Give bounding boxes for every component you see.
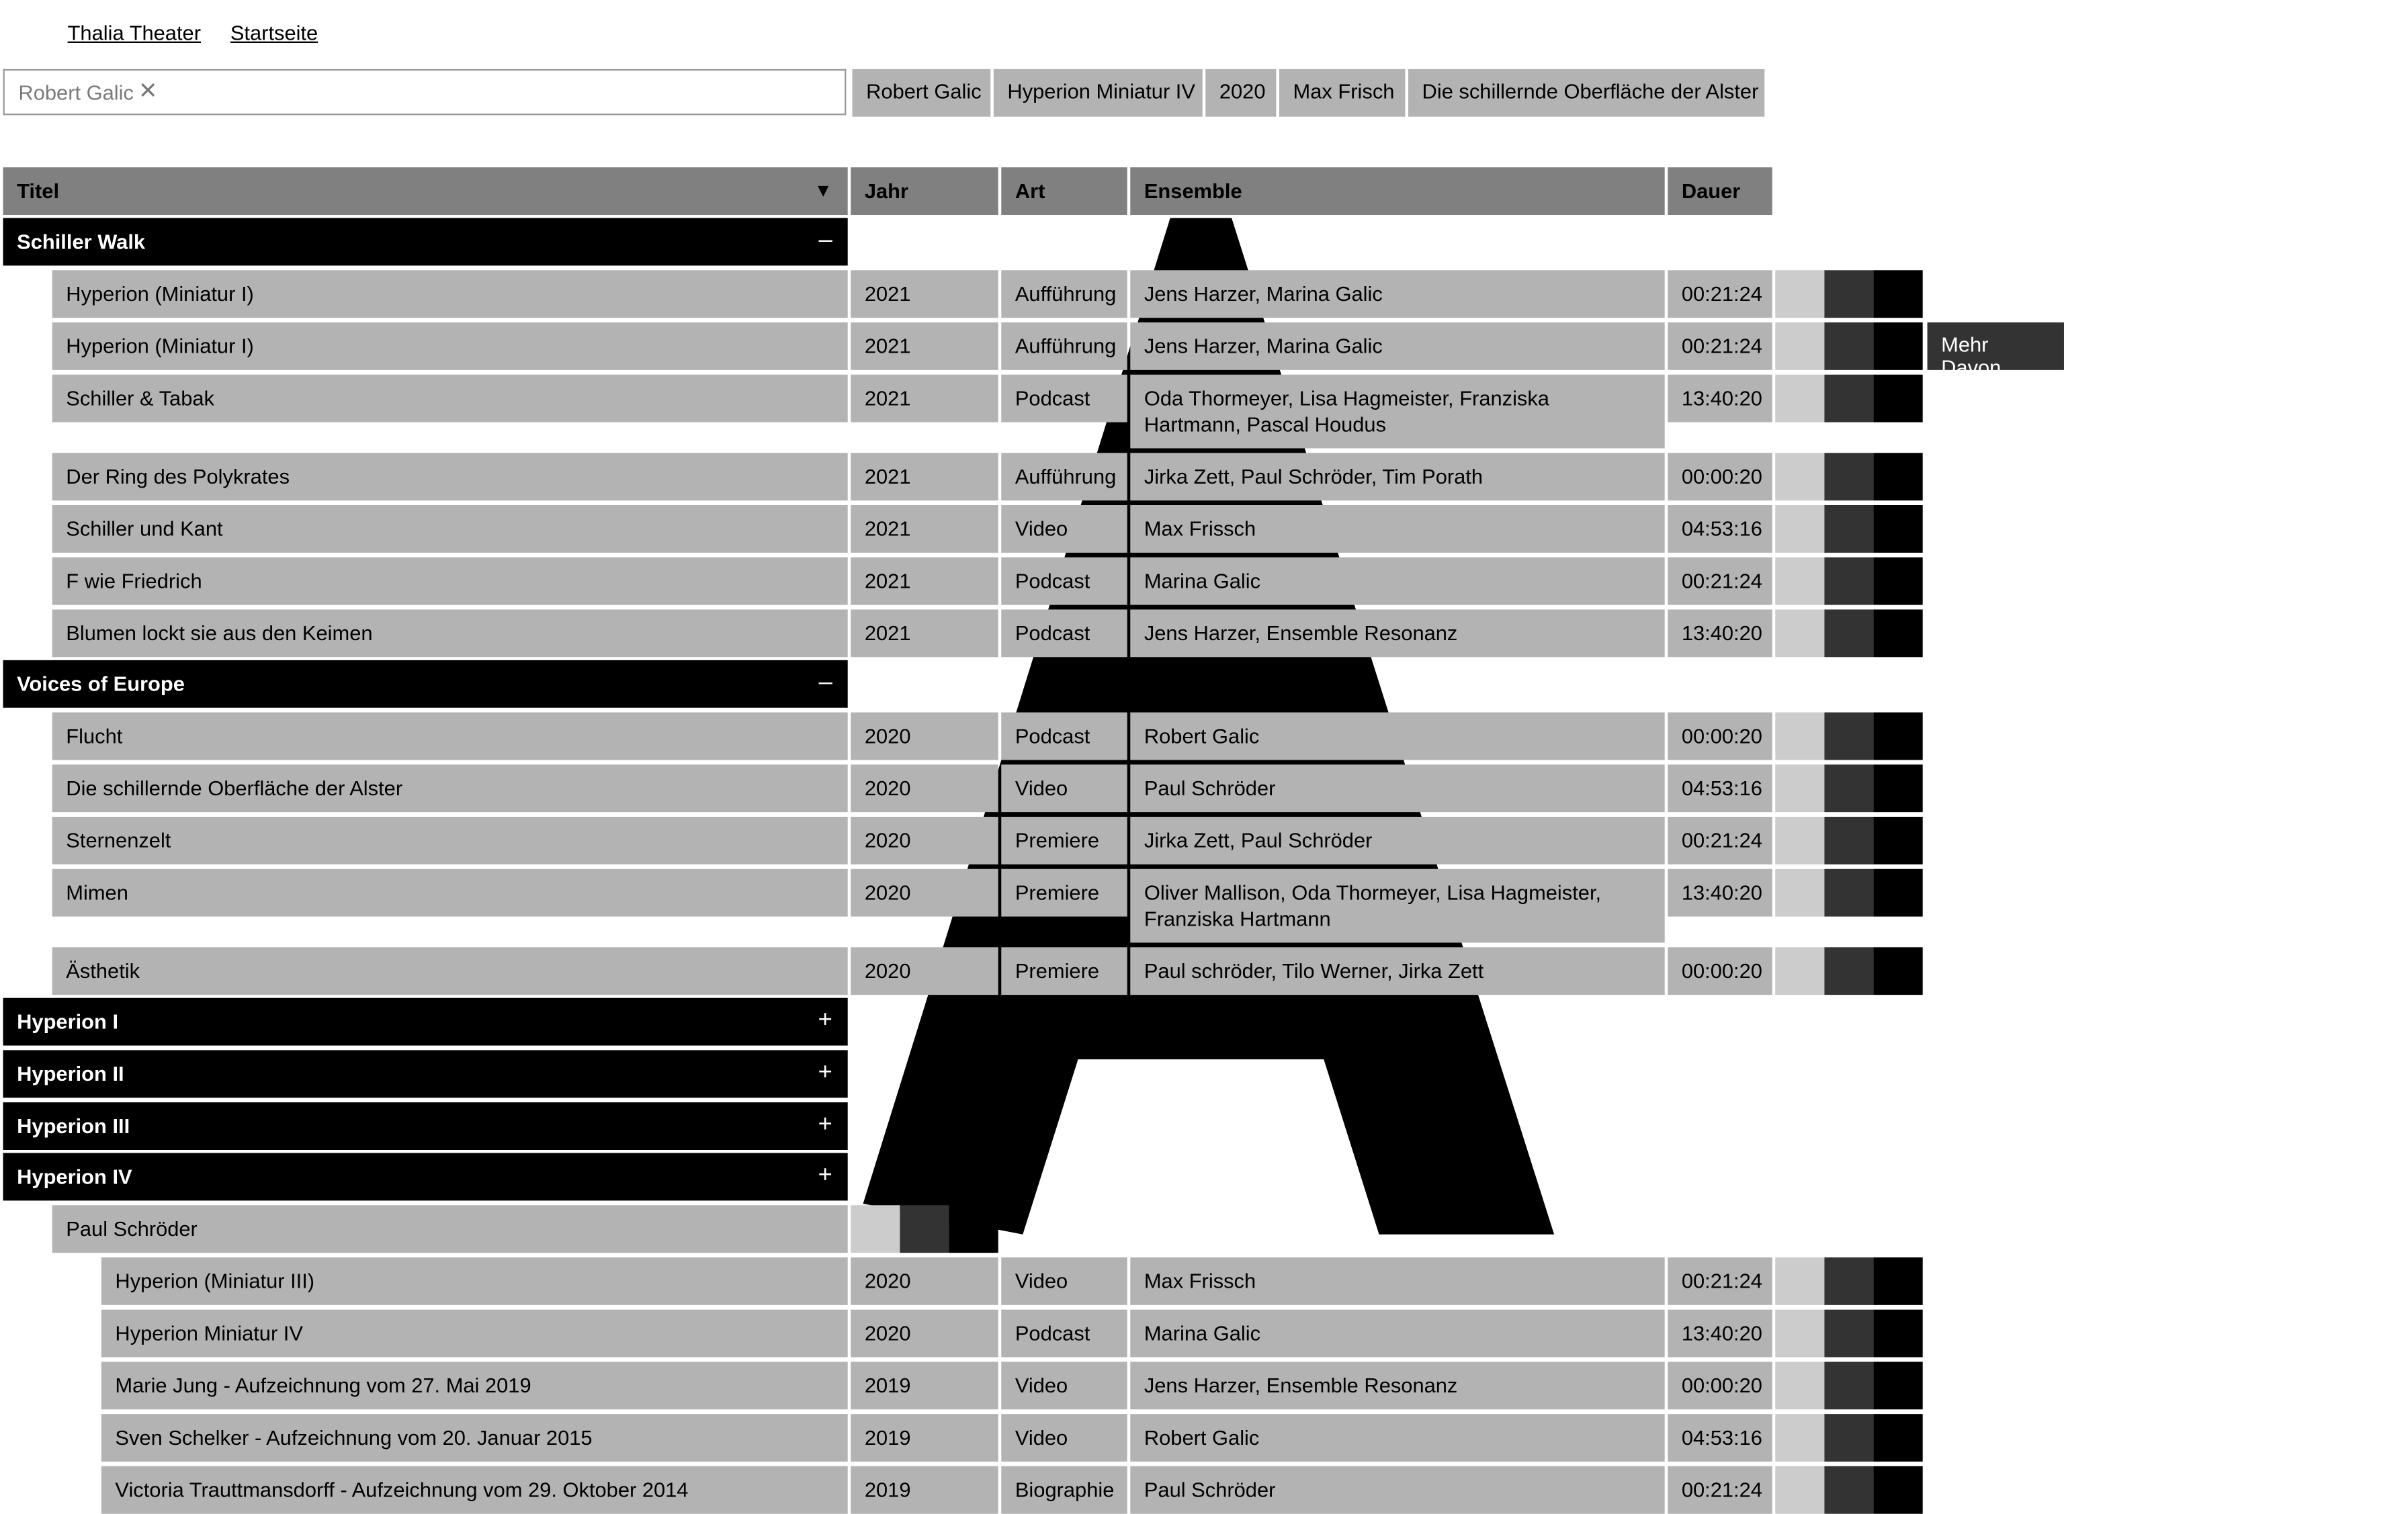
group-title: Hyperion III xyxy=(17,1114,130,1138)
cell-duration: 04:53:16 xyxy=(1668,764,1772,812)
color-swatch[interactable] xyxy=(1824,713,1873,760)
cell-title: Victoria Trauttmansdorff - Aufzeichnung vom 29. Oktober 2014 xyxy=(101,1466,848,1514)
cell-type: Video xyxy=(1001,1414,1127,1462)
plus-icon[interactable]: + xyxy=(818,1162,832,1189)
color-swatch[interactable] xyxy=(1824,375,1873,422)
cell-type: Video xyxy=(1001,505,1127,553)
cell-ensemble: Jens Harzer, Marina Galic xyxy=(1130,270,1664,318)
color-swatch[interactable] xyxy=(900,1205,949,1253)
cell-type: Premiere xyxy=(1001,817,1127,864)
plus-icon[interactable]: + xyxy=(818,1059,832,1085)
color-swatch[interactable] xyxy=(1824,270,1873,318)
color-swatch[interactable] xyxy=(1775,322,1824,370)
cell-type: Podcast xyxy=(1001,713,1127,760)
group-title: Schiller Walk xyxy=(17,230,146,254)
color-swatch[interactable] xyxy=(1775,1466,1824,1514)
column-header-year[interactable]: Jahr xyxy=(851,167,998,215)
cell-duration: 00:21:24 xyxy=(1668,1466,1772,1514)
plus-icon[interactable]: + xyxy=(818,1111,832,1138)
column-header-ensemble[interactable]: Ensemble xyxy=(1130,167,1664,215)
cell-type: Video xyxy=(1001,764,1127,812)
cell-ensemble: Robert Galic xyxy=(1130,1414,1664,1462)
cell-type: Podcast xyxy=(1001,1310,1127,1357)
color-swatch[interactable] xyxy=(1775,1362,1824,1409)
color-swatch[interactable] xyxy=(1775,947,1824,995)
search-value: Robert Galic xyxy=(18,81,134,105)
minus-icon[interactable]: – xyxy=(818,669,832,696)
cell-title: Flucht xyxy=(52,713,848,760)
color-swatch[interactable] xyxy=(1874,322,1923,370)
cell-ensemble: Oda Thormeyer, Lisa Hagmeister, Franziska Hartmann, Pascal Houdus xyxy=(1130,375,1664,449)
column-header-title[interactable] xyxy=(3,167,848,215)
column-header-duration[interactable]: Dauer xyxy=(1668,167,1772,215)
color-swatch[interactable] xyxy=(1775,1257,1824,1305)
cell-title: Blumen lockt sie aus den Keimen xyxy=(52,609,848,657)
filter-chip[interactable]: Max Frisch xyxy=(1279,69,1405,117)
color-swatch[interactable] xyxy=(1874,375,1923,422)
filter-chip[interactable]: Hyperion Miniatur IV xyxy=(994,69,1203,117)
cell-year: 2019 xyxy=(851,1466,998,1514)
cell-year: 2021 xyxy=(851,270,998,318)
cell-duration: 00:00:20 xyxy=(1668,453,1772,500)
cell-duration: 00:21:24 xyxy=(1668,270,1772,318)
color-swatch[interactable] xyxy=(1775,558,1824,605)
color-swatch[interactable] xyxy=(1874,1466,1923,1514)
cell-title: F wie Friedrich xyxy=(52,558,848,605)
cell-title: Die schillernde Oberfläche der Alster xyxy=(52,764,848,812)
cell-title: Sternenzelt xyxy=(52,817,848,864)
cell-type: Biographie xyxy=(1001,1466,1127,1514)
cell-duration: 00:21:24 xyxy=(1668,558,1772,605)
cell-ensemble: Paul schröder, Tilo Werner, Jirka Zett xyxy=(1130,947,1664,995)
color-swatch[interactable] xyxy=(1775,764,1824,812)
cell-type: Premiere xyxy=(1001,947,1127,995)
cell-year: 2020 xyxy=(851,713,998,760)
color-swatch[interactable] xyxy=(1775,713,1824,760)
cell-title: Marie Jung - Aufzeichnung vom 27. Mai 2019 xyxy=(101,1362,848,1409)
cell-year: 2019 xyxy=(851,1414,998,1462)
color-swatch[interactable] xyxy=(1824,322,1873,370)
color-swatch[interactable] xyxy=(1775,375,1824,422)
cell-type: Video xyxy=(1001,1362,1127,1409)
color-swatch[interactable] xyxy=(1874,453,1923,500)
color-swatch[interactable] xyxy=(1874,1362,1923,1409)
cell-ensemble: Paul Schröder xyxy=(1130,1466,1664,1514)
cell-title: Schiller und Kant xyxy=(52,505,848,553)
cell-ensemble: Jirka Zett, Paul Schröder xyxy=(1130,817,1664,864)
cell-duration: 00:00:20 xyxy=(1668,947,1772,995)
cell-ensemble: Oliver Mallison, Oda Thormeyer, Lisa Hagmeister, Franziska Hartmann xyxy=(1130,869,1664,943)
cell-type: Podcast xyxy=(1001,558,1127,605)
close-icon[interactable]: ✕ xyxy=(138,78,158,105)
cell-duration: 00:21:24 xyxy=(1668,1257,1772,1305)
cell-ensemble: Marina Galic xyxy=(1130,1310,1664,1357)
cell-year: 2020 xyxy=(851,764,998,812)
cell-year: 2021 xyxy=(851,505,998,553)
color-swatch[interactable] xyxy=(1824,1414,1873,1462)
cell-title: Hyperion (Miniatur III) xyxy=(101,1257,848,1305)
cell-duration: 04:53:16 xyxy=(1668,505,1772,553)
column-header-label: Titel xyxy=(17,179,60,203)
cell-ensemble: Jens Harzer, Ensemble Resonanz xyxy=(1130,1362,1664,1409)
cell-ensemble: Marina Galic xyxy=(1130,558,1664,605)
cell-year: 2020 xyxy=(851,1257,998,1305)
filter-chip[interactable]: Robert Galic xyxy=(853,69,991,117)
more-tooltip[interactable]: Mehr Davon xyxy=(1928,322,2064,370)
cell-ensemble: Jirka Zett, Paul Schröder, Tim Porath xyxy=(1130,453,1664,500)
group-row[interactable] xyxy=(3,998,848,1046)
color-swatch[interactable] xyxy=(1874,764,1923,812)
column-header-type[interactable]: Art xyxy=(1001,167,1127,215)
color-swatch[interactable] xyxy=(1775,1414,1824,1462)
filter-chip[interactable]: 2020 xyxy=(1205,69,1276,117)
cell-type: Aufführung xyxy=(1001,270,1127,318)
cell-duration: 04:53:16 xyxy=(1668,1414,1772,1462)
cell-year: 2021 xyxy=(851,322,998,370)
cell-duration: 13:40:20 xyxy=(1668,375,1772,422)
color-swatch[interactable] xyxy=(1824,817,1873,864)
cell-year: 2020 xyxy=(851,1310,998,1357)
group-title: Hyperion IV xyxy=(17,1165,132,1189)
cell-duration: 00:21:24 xyxy=(1668,322,1772,370)
cell-type: Video xyxy=(1001,1257,1127,1305)
cell-ensemble: Jens Harzer, Marina Galic xyxy=(1130,322,1664,370)
color-swatch[interactable] xyxy=(1824,505,1873,553)
color-swatch[interactable] xyxy=(1874,817,1923,864)
color-swatch[interactable] xyxy=(1824,558,1873,605)
cell-year: 2021 xyxy=(851,453,998,500)
color-swatch[interactable] xyxy=(1874,869,1923,917)
minus-icon[interactable]: – xyxy=(818,227,832,254)
color-swatch[interactable] xyxy=(1824,453,1873,500)
color-swatch[interactable] xyxy=(1874,947,1923,995)
cell-ensemble: Max Frissch xyxy=(1130,1257,1664,1305)
group-row[interactable] xyxy=(3,660,848,708)
color-swatch[interactable] xyxy=(1874,713,1923,760)
color-swatch[interactable] xyxy=(949,1205,998,1253)
cell-title: Hyperion Miniatur IV xyxy=(101,1310,848,1357)
cell-year: 2021 xyxy=(851,558,998,605)
group-row[interactable] xyxy=(3,1153,848,1201)
color-swatch[interactable] xyxy=(1824,1310,1873,1357)
cell-duration: 13:40:20 xyxy=(1668,609,1772,657)
cell-title: Sven Schelker - Aufzeichnung vom 20. Januar 2015 xyxy=(101,1414,848,1462)
cell-type: Premiere xyxy=(1001,869,1127,917)
color-swatch[interactable] xyxy=(1775,609,1824,657)
color-swatch[interactable] xyxy=(1824,764,1873,812)
cell-year: 2021 xyxy=(851,609,998,657)
cell-title: Der Ring des Polykrates xyxy=(52,453,848,500)
color-swatch[interactable] xyxy=(1874,505,1923,553)
cell-type: Aufführung xyxy=(1001,322,1127,370)
nav-link-home[interactable]: Startseite xyxy=(230,21,318,45)
sort-down-icon[interactable]: ▼ xyxy=(814,179,832,202)
color-swatch[interactable] xyxy=(1775,270,1824,318)
color-swatch[interactable] xyxy=(1824,947,1873,995)
cell-title: Hyperion (Miniatur I) xyxy=(52,322,848,370)
cell-duration: 00:21:24 xyxy=(1668,817,1772,864)
group-title: Hyperion II xyxy=(17,1062,124,1085)
color-swatch[interactable] xyxy=(1775,869,1824,917)
color-swatch[interactable] xyxy=(851,1205,900,1253)
cell-year: 2020 xyxy=(851,817,998,864)
cell-ensemble: Jens Harzer, Ensemble Resonanz xyxy=(1130,609,1664,657)
filter-chip[interactable]: Die schillernde Oberfläche der Alster xyxy=(1408,69,1764,117)
group-title: Voices of Europe xyxy=(17,672,185,696)
color-swatch[interactable] xyxy=(1824,869,1873,917)
color-swatch[interactable] xyxy=(1775,453,1824,500)
color-swatch[interactable] xyxy=(1874,558,1923,605)
cell-duration: 00:00:20 xyxy=(1668,1362,1772,1409)
cell-year: 2021 xyxy=(851,375,998,422)
color-swatch[interactable] xyxy=(1824,1362,1873,1409)
cell-type: Aufführung xyxy=(1001,453,1127,500)
plus-icon[interactable]: + xyxy=(818,1007,832,1034)
cell-title: Mimen xyxy=(52,869,848,917)
cell-duration: 00:00:20 xyxy=(1668,713,1772,760)
color-swatch[interactable] xyxy=(1874,270,1923,318)
color-swatch[interactable] xyxy=(1874,609,1923,657)
cell-type: Podcast xyxy=(1001,609,1127,657)
cell-ensemble: Max Frissch xyxy=(1130,505,1664,553)
cell-duration: 13:40:20 xyxy=(1668,869,1772,917)
search-input[interactable] xyxy=(3,69,847,116)
cell-ensemble: Robert Galic xyxy=(1130,713,1664,760)
cell-title: Hyperion (Miniatur I) xyxy=(52,270,848,318)
color-swatch[interactable] xyxy=(1775,1310,1824,1357)
cell-year: 2020 xyxy=(851,869,998,917)
nav-link-theater[interactable]: Thalia Theater xyxy=(67,21,201,45)
cell-title: Schiller & Tabak xyxy=(52,375,848,422)
cell-ensemble: Paul Schröder xyxy=(1130,764,1664,812)
color-swatch[interactable] xyxy=(1824,1257,1873,1305)
color-swatch[interactable] xyxy=(1874,1414,1923,1462)
color-swatch[interactable] xyxy=(1874,1257,1923,1305)
subgroup-row[interactable]: Paul Schröder xyxy=(52,1205,848,1253)
color-swatch[interactable] xyxy=(1874,1310,1923,1357)
cell-year: 2020 xyxy=(851,947,998,995)
group-row[interactable] xyxy=(3,1102,848,1150)
color-swatch[interactable] xyxy=(1775,505,1824,553)
color-swatch[interactable] xyxy=(1824,1466,1873,1514)
group-title: Hyperion I xyxy=(17,1010,119,1034)
group-row[interactable] xyxy=(3,1050,848,1098)
color-swatch[interactable] xyxy=(1775,817,1824,864)
cell-type: Podcast xyxy=(1001,375,1127,422)
cell-year: 2019 xyxy=(851,1362,998,1409)
group-row[interactable] xyxy=(3,218,848,266)
cell-duration: 13:40:20 xyxy=(1668,1310,1772,1357)
color-swatch[interactable] xyxy=(1824,609,1873,657)
cell-title: Ästhetik xyxy=(52,947,848,995)
